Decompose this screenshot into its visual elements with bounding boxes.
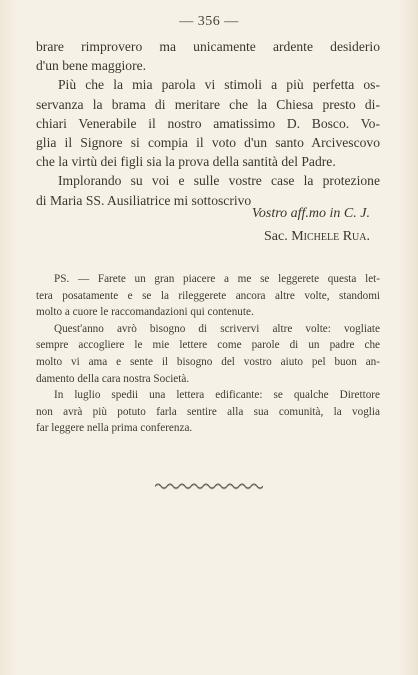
postscript-line: molto a cuore le raccomandazioni qui contenute.	[36, 306, 254, 319]
signature-closing: Vostro aff.mo in C. J.	[251, 206, 370, 221]
postscript-line: Quest'anno avrò bisogno di scrivervi altre volte: vogliate	[54, 322, 380, 335]
postscript-line: tera posatamente e se la rileggerete ancora altre volte, standomi	[36, 289, 380, 302]
body-line: brare rimprovero ma unicamente ardente desiderio	[36, 39, 380, 54]
postscript	[36, 271, 380, 437]
body-line: Più che la mia parola vi stimoli a più perfetta os-	[58, 77, 380, 93]
body-line: chiari Venerabile il nostro amatissimo D. Bosco. Vo-	[36, 115, 380, 131]
letter-body	[36, 37, 380, 210]
postscript-line: damento della cara nostra Società.	[36, 372, 190, 385]
postscript-line: far leggere nella prima conferenza.	[36, 422, 193, 435]
postscript-line: non avrà più potuto farla sentire alla sua comunità, la voglia	[36, 405, 380, 418]
postscript-line: In luglio spedii una lettera edificante: se qualche Direttore	[54, 389, 380, 402]
postscript-line: sempre accogliere le mie lettere come parole di un padre che	[36, 339, 380, 352]
body-line: Implorando su voi e sulle vostre case la protezione	[58, 173, 380, 189]
body-line: d'un bene maggiore.	[36, 58, 147, 74]
wavy-rule-ornament-icon	[155, 482, 263, 490]
postscript-line: molto vi ama e sente il bisogno del vostro aiuto pel buon an-	[36, 355, 380, 368]
body-line: che la virtù dei figli sia la prova della santità del Padre.	[36, 154, 336, 170]
signer-name: Michele Rua.	[291, 229, 370, 244]
body-line: servanza la brama di meritare che la Chiesa presto di-	[36, 96, 380, 112]
body-line: glia il Signore si compia il voto d'un santo Arcivescovo	[36, 134, 380, 150]
body-line: di Maria SS. Ausiliatrice mi sottoscrivo	[36, 192, 252, 208]
signer-title: Sac.	[264, 229, 288, 244]
page-number: — 356 —	[179, 14, 239, 29]
postscript-line: PS. — Farete un gran piacere a me se leggerete questa let-	[54, 273, 380, 285]
signature-signer	[264, 229, 370, 245]
